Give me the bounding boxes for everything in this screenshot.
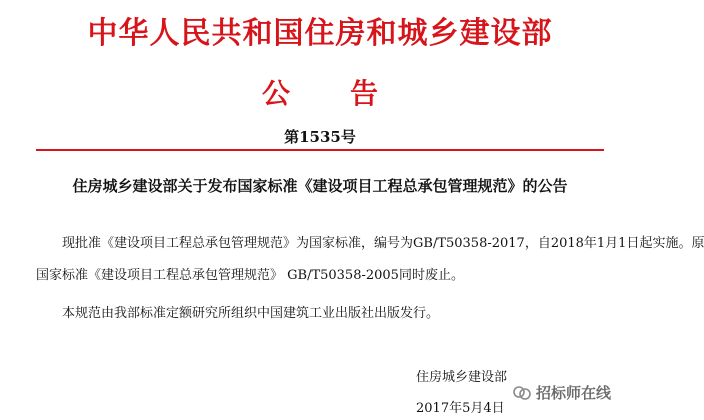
red-divider-line xyxy=(36,149,604,151)
document-number: 第1535号 xyxy=(284,128,356,146)
signing-authority: 住房城乡建设部 xyxy=(416,370,508,385)
paragraph-2: 本规范由我部标准定额研究所组织中国建筑工业出版社出版发行。 xyxy=(62,306,440,321)
paragraph-1-line-2: 国家标准《建设项目工程总承包管理规范》 GB/T50358-2005同时废止。 xyxy=(36,268,464,283)
issuing-organization: 中华人民共和国住房和城乡建设部 xyxy=(87,16,553,51)
notice-heading: 公告 xyxy=(261,77,438,110)
wechat-channel-icon xyxy=(512,384,532,402)
notice-subject: 住房城乡建设部关于发布国家标准《建设项目工程总承包管理规范》的公告 xyxy=(72,177,568,195)
watermark xyxy=(512,382,611,403)
paragraph-1-line-1: 现批准《建设项目工程总承包管理规范》为国家标准，编号为GB/T50358-2017，自2018年1月1日起实施。原 xyxy=(62,236,704,251)
issue-date: 2017年5月4日 xyxy=(416,401,505,416)
watermark-text: 招标师在线 xyxy=(536,384,612,402)
